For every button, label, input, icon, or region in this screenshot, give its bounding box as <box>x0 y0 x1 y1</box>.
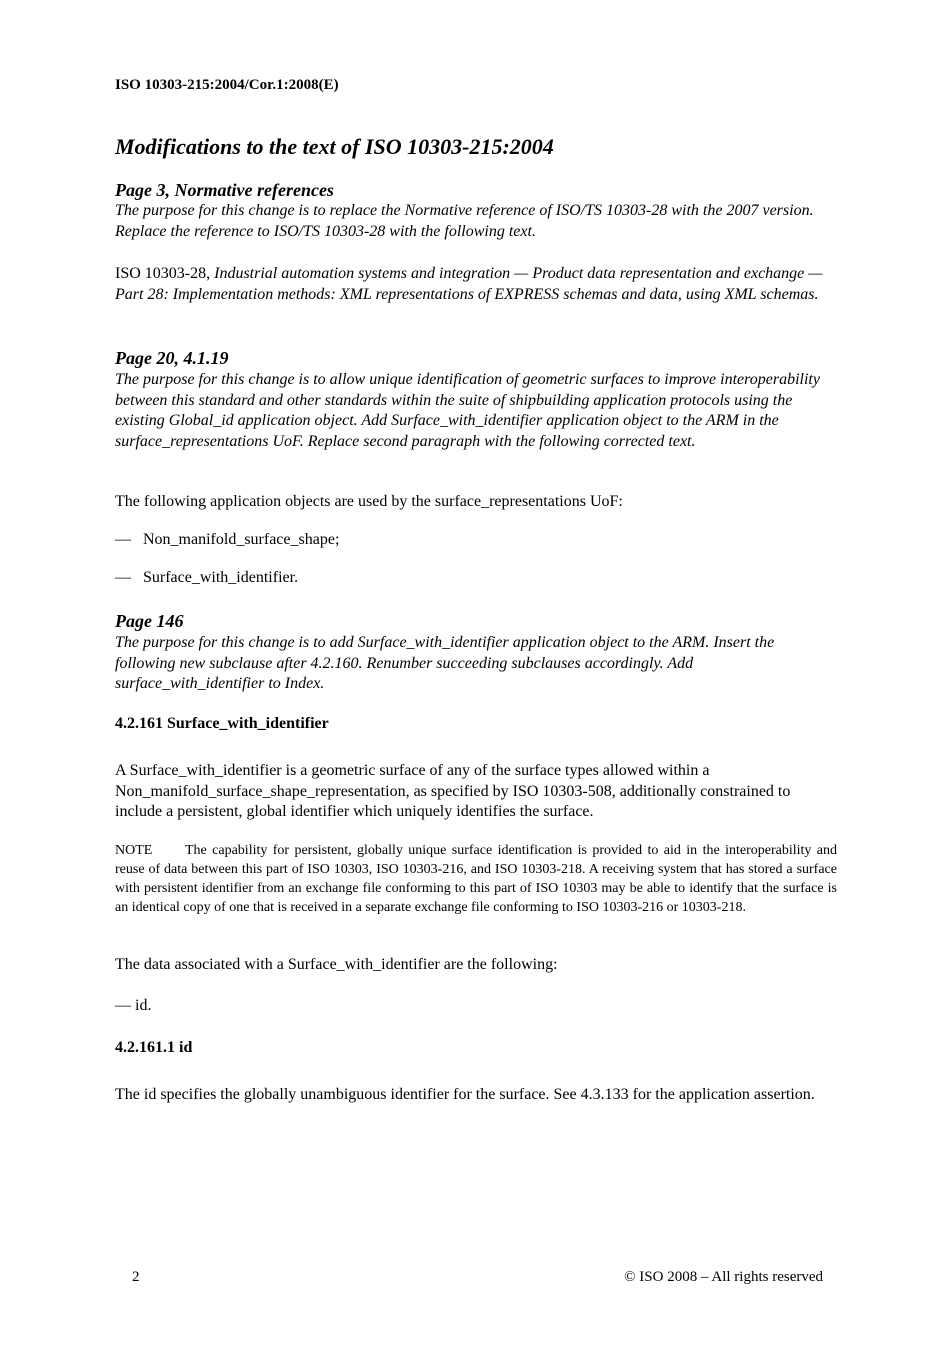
section-heading-page-3: Page 3, Normative references <box>115 180 334 200</box>
id-description: The id specifies the globally unambiguous identifier for the surface. See 4.3.133 for the application assertion. <box>115 1086 815 1103</box>
application-objects-intro: The following application objects are used by the surface_representations UoF: <box>115 493 623 510</box>
section-purpose-page-20: The purpose for this change is to allow unique identification of geometric surfaces to improve interoperability between this standard and other standards within the suite of shipbuilding application protocols using the existing Global_id application object. Add Surface_with_identifier application object to the ARM in the surface_representations UoF. Replace second paragraph with the following corrected text. <box>115 371 820 451</box>
page-title: Modifications to the text of ISO 10303-215:2004 <box>115 134 554 159</box>
subclause-heading: 4.2.161 Surface_with_identifier <box>115 715 329 732</box>
copyright-notice: © ISO 2008 – All rights reserved <box>624 1269 823 1285</box>
normative-reference <box>115 264 837 305</box>
data-item: — id. <box>115 997 152 1014</box>
list-item: — Surface_with_identifier. <box>115 569 299 586</box>
dash-icon: — <box>115 531 131 548</box>
section-purpose-page-3: The purpose for this change is to replace the Normative reference of ISO/TS 10303-28 with the 2007 version. Replace the reference to ISO/TS 10303-28 with the following text. <box>115 202 814 240</box>
subclause-body: A Surface_with_identifier is a geometric surface of any of the surface types allowed within a Non_manifold_surface_shape_representation, as specified by ISO 10303-508, additionally constrained to include a persistent, global identifier which uniquely identifies the surface. <box>115 762 791 821</box>
reference-number: ISO 10303-28, <box>115 265 215 282</box>
data-intro: The data associated with a Surface_with_identifier are the following: <box>115 956 558 973</box>
document-id: ISO 10303-215:2004/Cor.1:2008(E) <box>115 77 339 93</box>
note-label: NOTE <box>115 843 153 858</box>
list-item: — Non_manifold_surface_shape; <box>115 531 340 548</box>
section-heading-page-146: Page 146 <box>115 611 184 631</box>
page-number: 2 <box>132 1269 140 1285</box>
section-purpose-page-146: The purpose for this change is to add Surface_with_identifier application object to the ARM. Insert the following new subclause after 4.2.160. Renumber succeeding subclauses accordingly. Add surface_with_identifier to Index. <box>115 634 775 693</box>
section-heading-page-20: Page 20, 4.1.19 <box>115 348 229 368</box>
note-text: The capability for persistent, globally unique surface identification is provided to aid in the interoperability and reuse of data between this part of ISO 10303, ISO 10303-216, and ISO 10303-218. A receiving system that has stored a surface with persistent identifier from an exchange file conforming to this part of ISO 10303 may be able to identify that the surface is an identical copy of one that is received in a separate exchange file conforming to ISO 10303-216 or 10303-218. <box>115 843 837 915</box>
reference-title: Industrial automation systems and integration — Product data representation and exchange — Part 28: Implementation methods: XML representations of EXPRESS schemas and data, using XML schemas. <box>115 265 823 303</box>
sub-subclause-heading: 4.2.161.1 id <box>115 1039 193 1056</box>
note <box>115 841 837 917</box>
dash-icon: — <box>115 569 131 586</box>
